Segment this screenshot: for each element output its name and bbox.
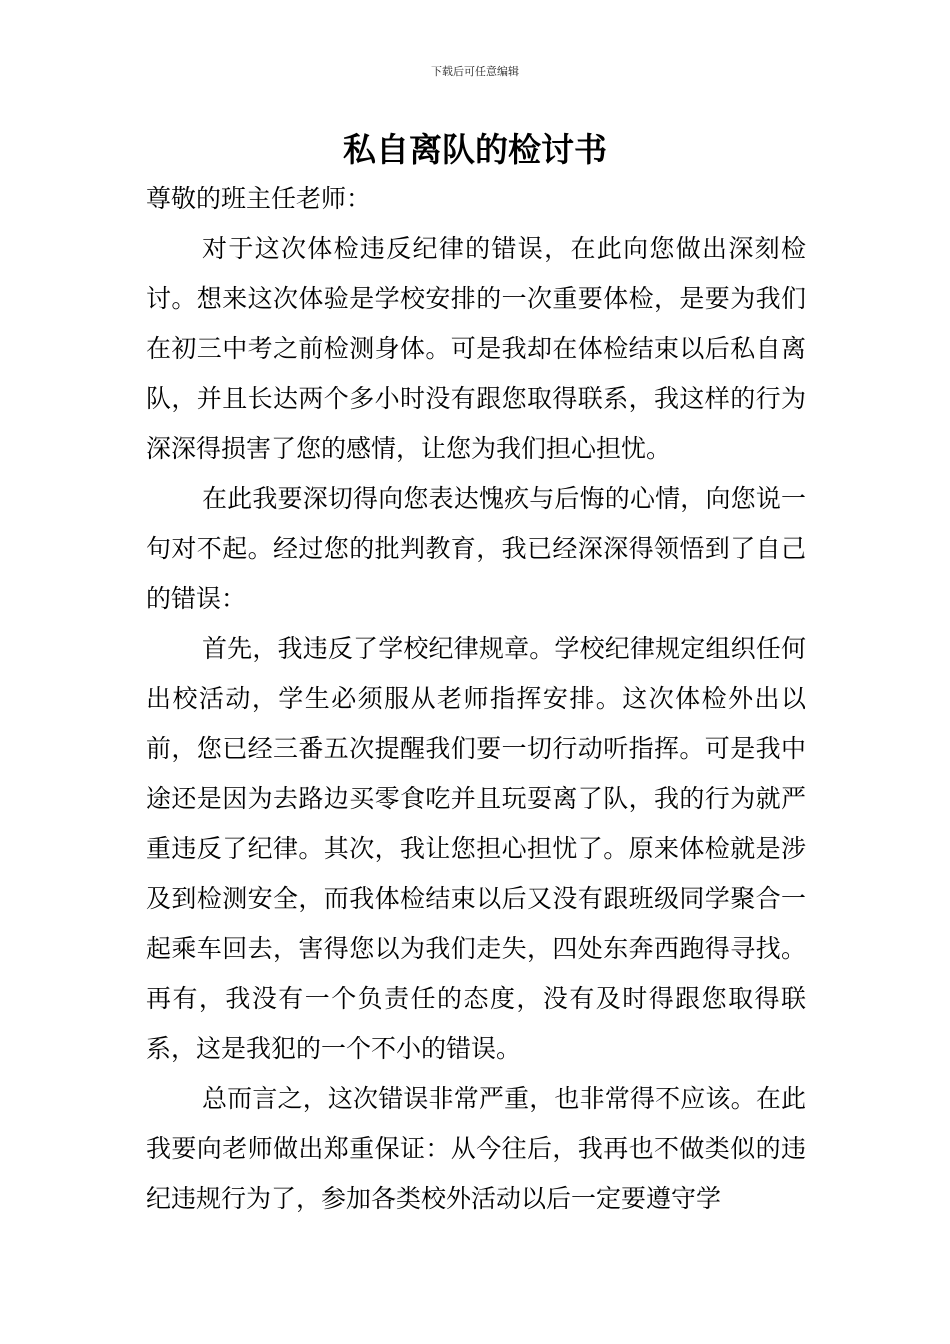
paragraph-4: 总而言之，这次错误非常严重，也非常得不应该。在此我要向老师做出郑重保证：从今往后，我再也不做类似的违纪违规行为了，参加各类校外活动以后一定要遵守学 (146, 1084, 806, 1213)
page-header-note: 下载后可任意编辑 (431, 65, 519, 78)
paragraph-2: 在此我要深切得向您表达愧疚与后悔的心情，向您说一句对不起。经过您的批判教育，我已经深深得领悟到了自己的错误： (146, 484, 806, 613)
paragraph-1: 对于这次体检违反纪律的错误，在此向您做出深刻检讨。想来这次体验是学校安排的一次重要体检，是要为我们在初三中考之前检测身体。可是我却在体检结束以后私自离队，并且长达两个多小时没有跟您取得联系，我这样的行为深深得损害了您的感情，让您为我们担心担忧。 (146, 234, 806, 463)
paragraph-3: 首先，我违反了学校纪律规章。学校纪律规定组织任何出校活动，学生必须服从老师指挥安排。这次体检外出以前，您已经三番五次提醒我们要一切行动听指挥。可是我中途还是因为去路边买零食吃并且玩耍离了队，我的行为就严重违反了纪律。其次，我让您担心担忧了。原来体检就是涉及到检测安全，而我体检结束以后又没有跟班级同学聚合一起乘车回去，害得您以为我们走失，四处东奔西跑得寻找。再有，我没有一个负责任的态度，没有及时得跟您取得联系，这是我犯的一个不小的错误。 (146, 634, 806, 1063)
document-title: 私自离队的检讨书 (343, 130, 607, 169)
salutation: 尊敬的班主任老师： (146, 184, 372, 213)
document-body (146, 174, 806, 1224)
